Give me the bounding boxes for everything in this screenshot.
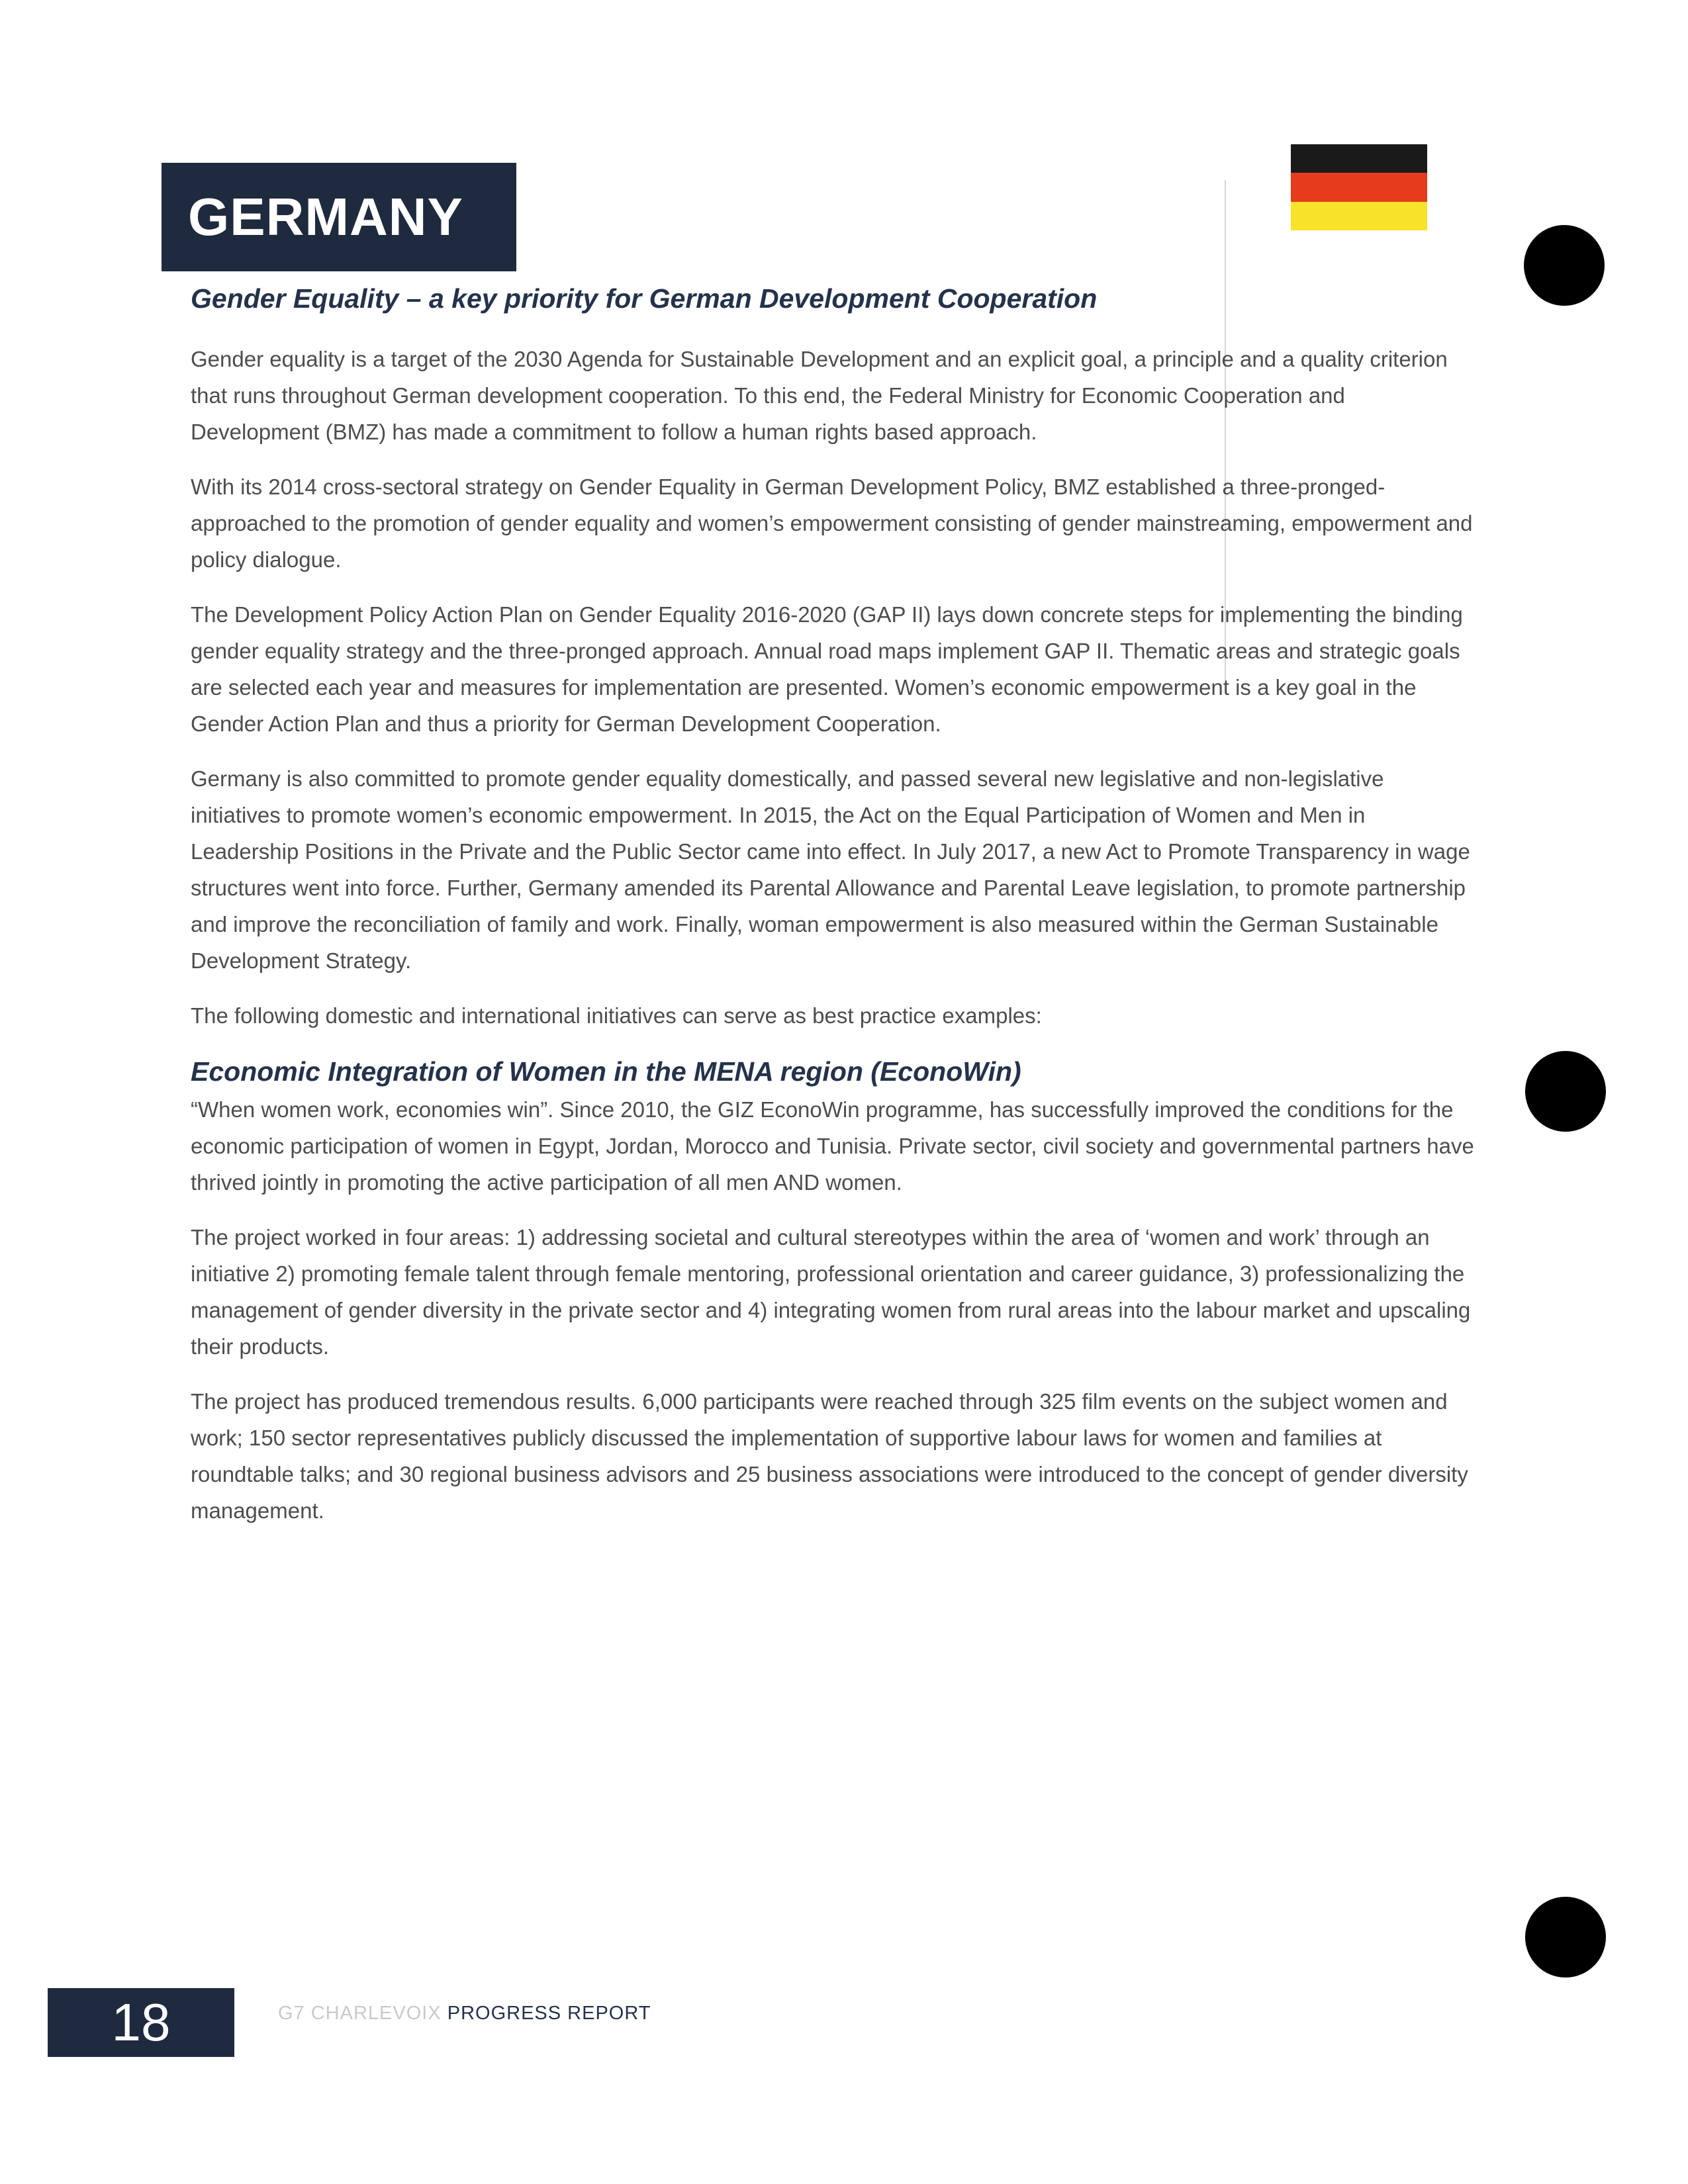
paragraph: With its 2014 cross-sectoral strategy on Gender Equality in German Development Policy, BMZ established a three-pronged-approached to the promotion of gender equality and women’s empowerment consisting of gender mainstreaming, empowerment and policy dialogue. <box>191 475 1473 572</box>
section-heading-econowin: Economic Integration of Women in the MENA region (EconoWin) <box>191 1056 1021 1087</box>
punch-hole-middle <box>1525 1051 1606 1132</box>
paragraph: Germany is also committed to promote gender equality domestically, and passed several new legislative and non-legislative initiatives to promote women’s economic empowerment. In 2015, the Act on the Equal Participation of Women and Men in Leadership Positions in the Private and the Public Sector came into effect. In July 2017, a new Act to Promote Transparency in wage structures went into force. Further, Germany amended its Parental Allowance and Parental Leave legislation, to promote partnership and improve the reconciliation of family and work. Finally, woman empowerment is also measured within the German Sustainable Development Strategy. <box>191 766 1470 973</box>
page-content <box>191 283 1475 1547</box>
footer-label <box>278 2003 651 2025</box>
country-title: GERMANY <box>162 163 516 271</box>
punch-hole-bottom <box>1525 1897 1606 1978</box>
germany-flag-icon <box>1291 144 1427 230</box>
footer-faded-text: G7 CHARLEVOIX <box>278 2003 442 2024</box>
paragraph: The project worked in four areas: 1) addressing societal and cultural stereotypes within the area of ‘women and work’ through an initiative 2) promoting female talent through female mentoring, professional orientation and career guidance, 3) professionalizing the management of gender diversity in the private sector and 4) integrating women from rural areas into the labour market and upscaling their products. <box>191 1225 1471 1359</box>
paragraph: The Development Policy Action Plan on Gender Equality 2016-2020 (GAP II) lays down concrete steps for implementing the binding gender equality strategy and the three-pronged approach. Annual road maps implement GAP II. Thematic areas and strategic goals are selected each year and measures for implementation are presented. Women’s economic empowerment is a key goal in the Gender Action Plan and thus a priority for German Development Cooperation. <box>191 602 1463 736</box>
section-heading-gender-equality: Gender Equality – a key priority for German Development Cooperation <box>191 283 1098 314</box>
paragraph: The project has produced tremendous results. 6,000 participants were reached through 325 film events on the subject women and work; 150 sector representatives publicly discussed the implementation of supportive labour laws for women and families at roundtable talks; and 30 regional business advisors and 25 business associations were introduced to the concept of gender diversity management. <box>191 1389 1468 1523</box>
punch-hole-top <box>1524 225 1605 306</box>
flag-stripe-gold <box>1291 202 1427 230</box>
flag-stripe-black <box>1291 144 1427 173</box>
page-number: 18 <box>48 1988 234 2057</box>
paragraph: Gender equality is a target of the 2030 Agenda for Sustainable Development and an explicit goal, a principle and a quality criterion that runs throughout German development cooperation. To this end, the Federal Ministry for Economic Cooperation and Development (BMZ) has made a commitment to follow a human rights based approach. <box>191 347 1448 444</box>
paragraph: “When women work, economies win”. Since 2010, the GIZ EconoWin programme, has successfully improved the conditions for the economic participation of women in Egypt, Jordan, Morocco and Tunisia. Private sector, civil society and governmental partners have thrived jointly in promoting the active participation of all men AND women. <box>191 1097 1474 1195</box>
paragraph: The following domestic and international initiatives can serve as best practice examples: <box>191 1003 1042 1028</box>
footer-report-label: PROGRESS REPORT <box>447 2003 651 2024</box>
flag-stripe-red <box>1291 173 1427 201</box>
